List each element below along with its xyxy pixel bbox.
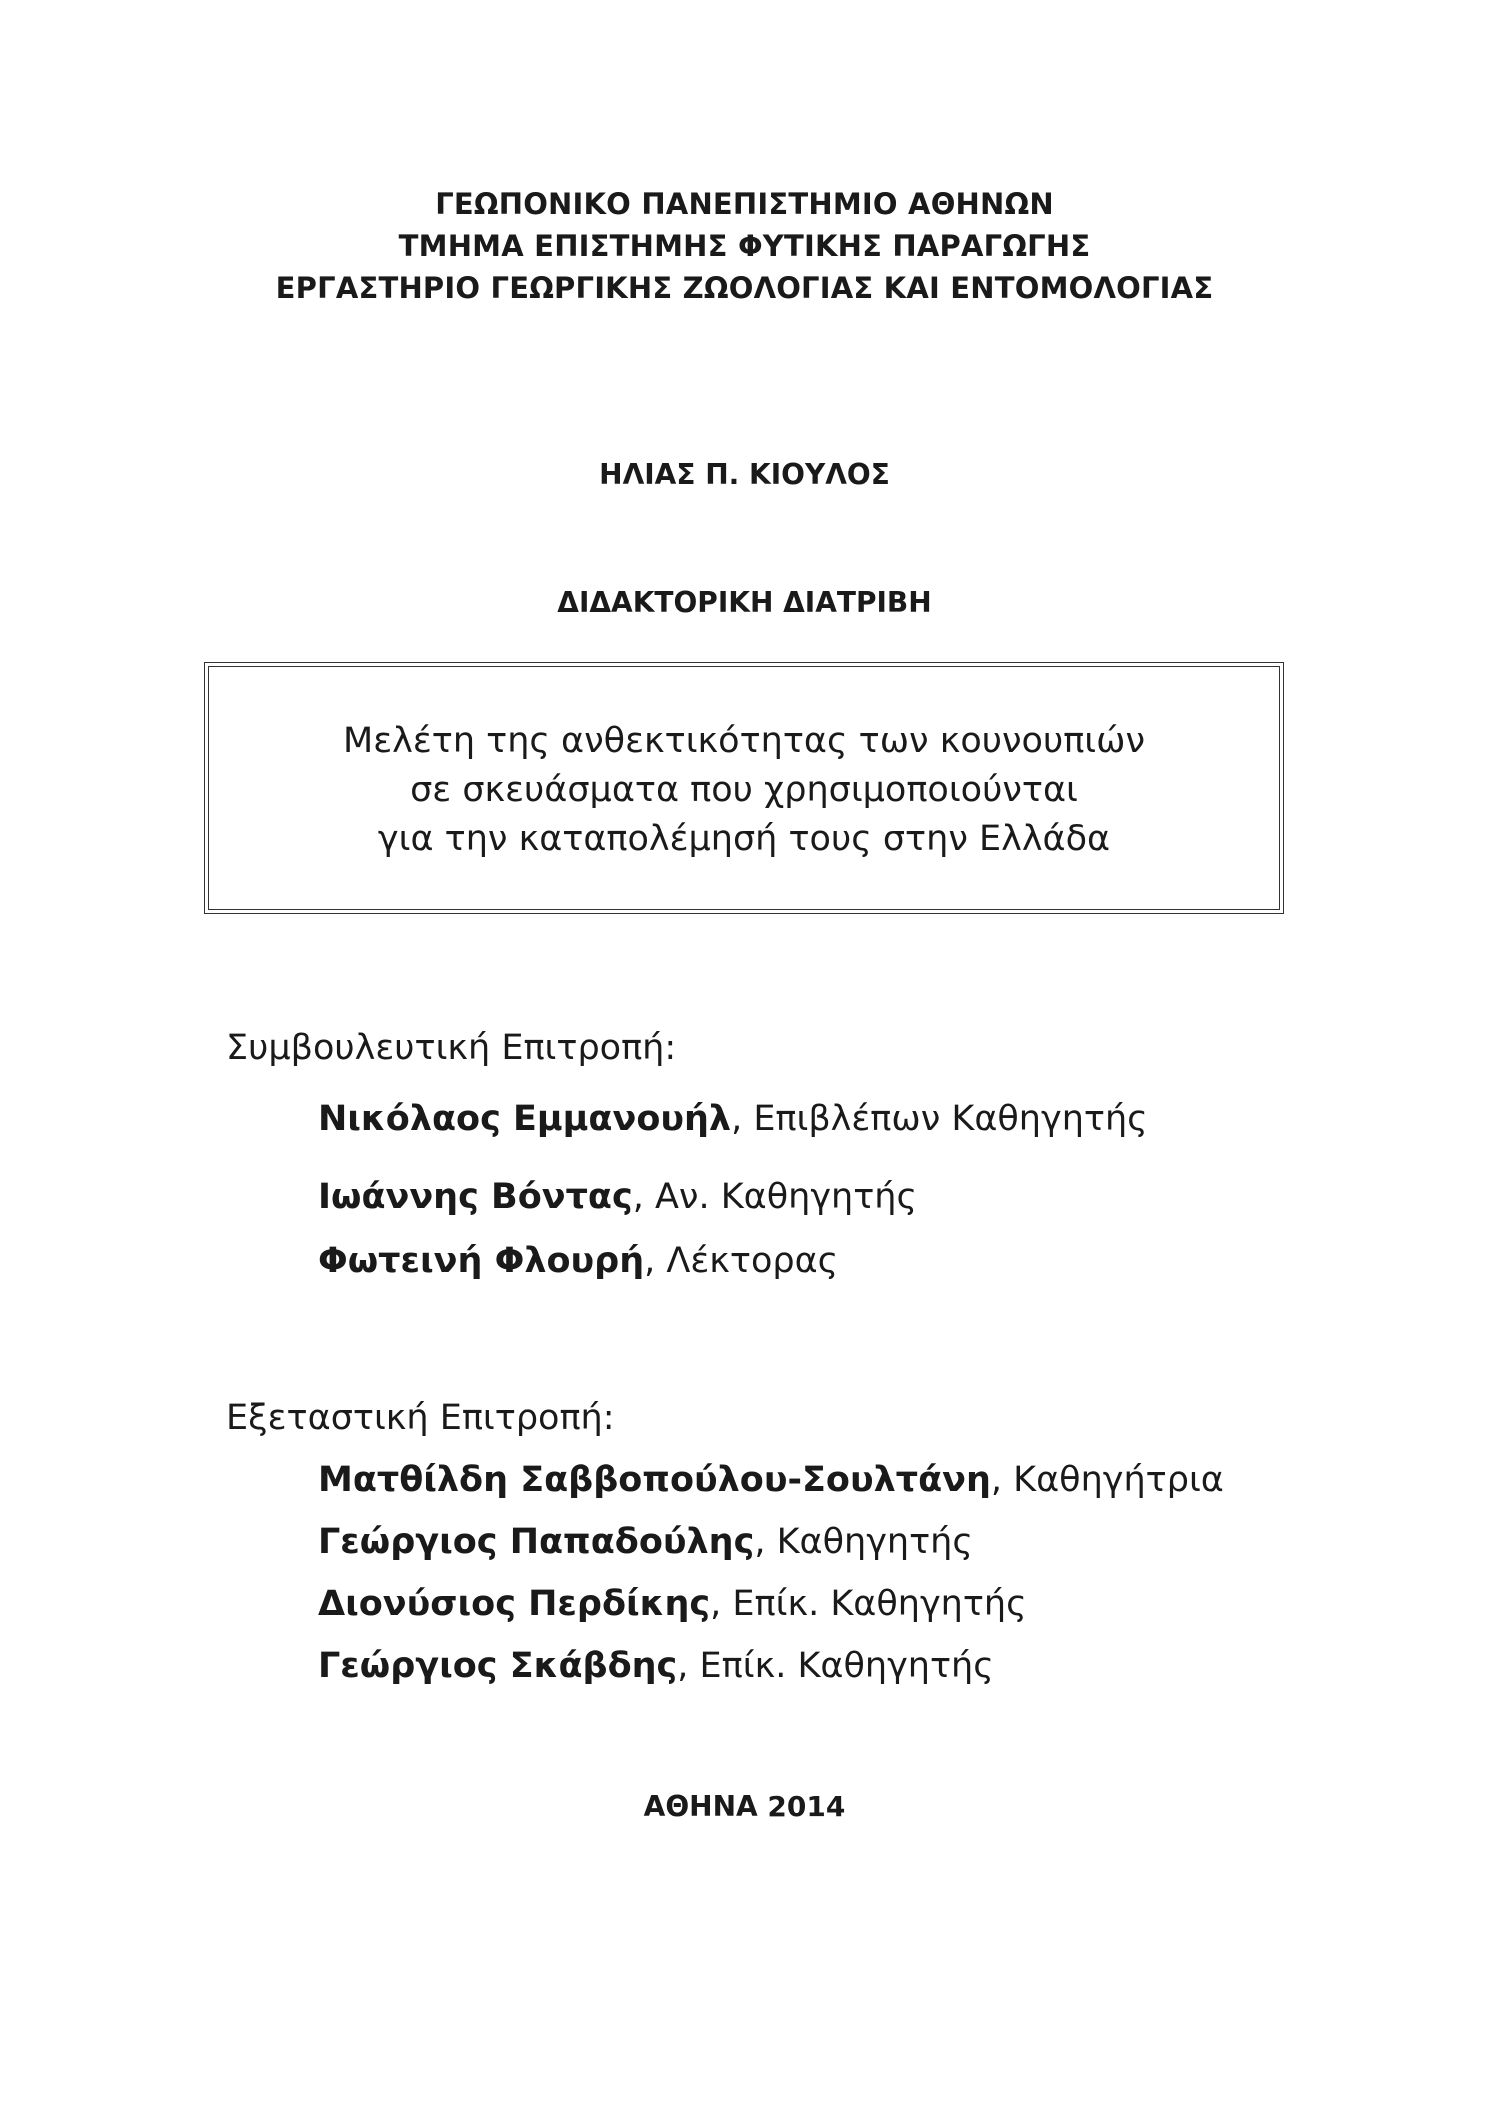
- member-name: Γεώργιος Παπαδούλης: [318, 1522, 755, 1562]
- member-role: , Επίκ. Καθηγητής: [677, 1646, 994, 1686]
- committee-member: [318, 1518, 973, 1566]
- document-type: ΔΙΔΑΚΤΟΡΙΚΗ ΔΙΑΤΡΙΒΗ: [557, 586, 932, 619]
- member-name: Νικόλαος Εμμανουήλ: [318, 1099, 732, 1139]
- member-role: , Επίκ. Καθηγητής: [710, 1584, 1027, 1624]
- member-name: Φωτεινή Φλουρή: [318, 1241, 645, 1281]
- committee-member: [318, 1456, 1224, 1504]
- title-line: Μελέτη της ανθεκτικότητας των κουνουπιών: [343, 721, 1145, 761]
- title-frame: [208, 666, 1280, 910]
- member-name: Ματθίλδη Σαββοπούλου-Σουλτάνη: [318, 1460, 991, 1500]
- member-role: , Επιβλέπων Καθηγητής: [731, 1099, 1148, 1139]
- member-name: Γεώργιος Σκάβδης: [318, 1646, 678, 1686]
- place-and-year: ΑΘΗΝΑ 2014: [643, 1790, 846, 1823]
- examination-committee: [226, 1394, 1224, 1686]
- advisory-committee: [226, 1024, 1148, 1281]
- department-name: ΤΜΗΜΑ ΕΠΙΣΤΗΜΗΣ ΦΥΤΙΚΗΣ ΠΑΡΑΓΩΓΗΣ: [398, 229, 1091, 263]
- committee-member: [318, 1580, 1027, 1628]
- thesis-title: [209, 717, 1279, 864]
- committee-member: [318, 1173, 917, 1221]
- committee-member: [318, 1642, 994, 1690]
- member-role: , Καθηγητής: [754, 1522, 973, 1562]
- advisory-committee-heading: Συμβουλευτική Επιτροπή:: [226, 1028, 677, 1068]
- member-role: , Αν. Καθηγητής: [632, 1177, 918, 1217]
- committee-member: [318, 1095, 1148, 1143]
- title-line: για την καταπολέμησή τους στην Ελλάδα: [377, 819, 1111, 859]
- committee-member: [318, 1237, 838, 1285]
- member-name: Διονύσιος Περδίκης: [318, 1584, 711, 1624]
- member-role: , Καθηγήτρια: [990, 1460, 1224, 1500]
- title-line: σε σκευάσματα που χρησιμοποιούνται: [410, 770, 1078, 810]
- member-name: Ιωάννης Βόντας: [318, 1177, 633, 1217]
- author-name: ΗΛΙΑΣ Π. ΚΙΟΥΛΟΣ: [599, 458, 890, 491]
- examination-committee-heading: Εξεταστική Επιτροπή:: [226, 1398, 615, 1438]
- member-role: , Λέκτορας: [644, 1241, 839, 1281]
- laboratory-name: ΕΡΓΑΣΤΗΡΙΟ ΓΕΩΡΓΙΚΗΣ ΖΩΟΛΟΓΙΑΣ ΚΑΙ ΕΝΤΟΜΟΛΟΓΙΑΣ: [275, 271, 1214, 305]
- institution-header: [0, 183, 1489, 309]
- university-name: ΓΕΩΠΟΝΙΚΟ ΠΑΝΕΠΙΣΤΗΜΙΟ ΑΘΗΝΩΝ: [435, 187, 1054, 221]
